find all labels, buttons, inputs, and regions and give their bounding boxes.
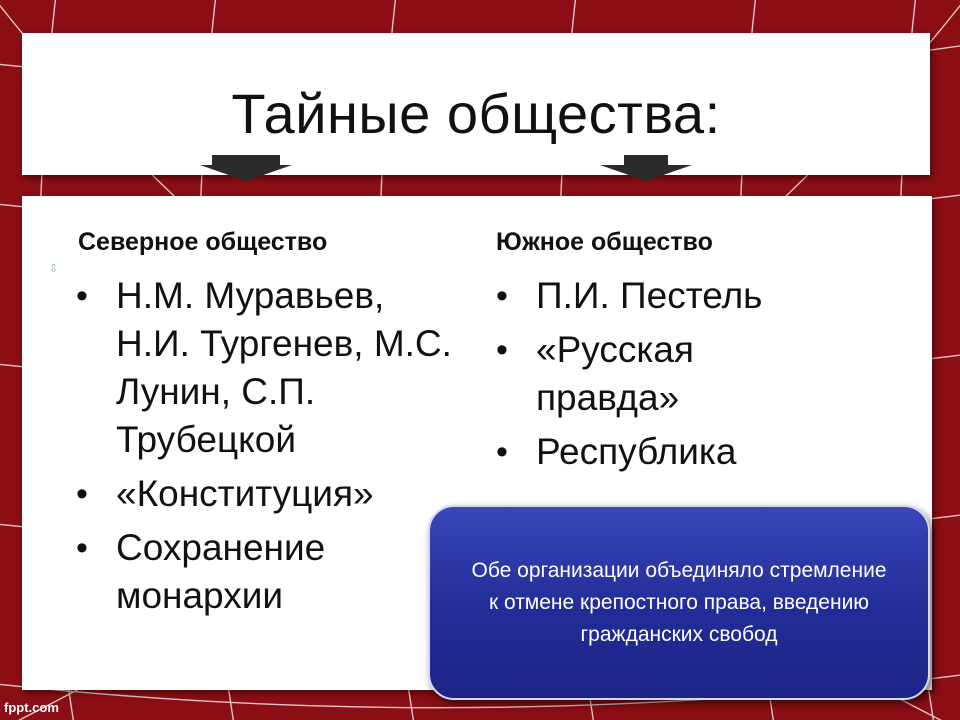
north-society-heading: Северное общество <box>78 228 328 256</box>
north-goal: Сохранение монархии <box>116 527 326 616</box>
slide-title: Тайные общества: <box>231 82 721 145</box>
small-arrow-mark: ⇩ <box>49 263 59 275</box>
list-item: • Н.М. Муравьев, Н.И. Тургенев, М.С. Лунин, С.П. Трубецкой <box>76 275 452 460</box>
south-society-list <box>496 272 826 482</box>
callout-text: Обе организации объединяло стремление к отмене крепостного права, введению гражданских свобод <box>471 558 887 646</box>
list-item: • Республика <box>496 431 737 472</box>
list-item: • П.И. Пестель <box>496 275 763 316</box>
north-constitution: «Конституция» <box>116 473 374 514</box>
summary-callout <box>428 505 930 700</box>
list-item: • «Конституция» <box>76 473 374 514</box>
right-arrow-icon <box>600 155 692 181</box>
list-item: • Сохранение монархии <box>76 527 326 616</box>
north-society-list <box>76 272 466 626</box>
north-members: Н.М. Муравьев, Н.И. Тургенев, М.С. Лунин, С.П. Трубецкой <box>116 275 452 460</box>
title-panel <box>22 33 930 175</box>
list-item: • «Русская правда» <box>496 329 694 418</box>
left-arrow-icon <box>200 155 292 181</box>
south-leader: П.И. Пестель <box>536 275 763 316</box>
south-goal: Республика <box>536 431 737 472</box>
south-society-heading: Южное общество <box>496 228 713 256</box>
south-program: «Русская правда» <box>536 329 694 418</box>
watermark: fppt.com <box>4 700 59 715</box>
